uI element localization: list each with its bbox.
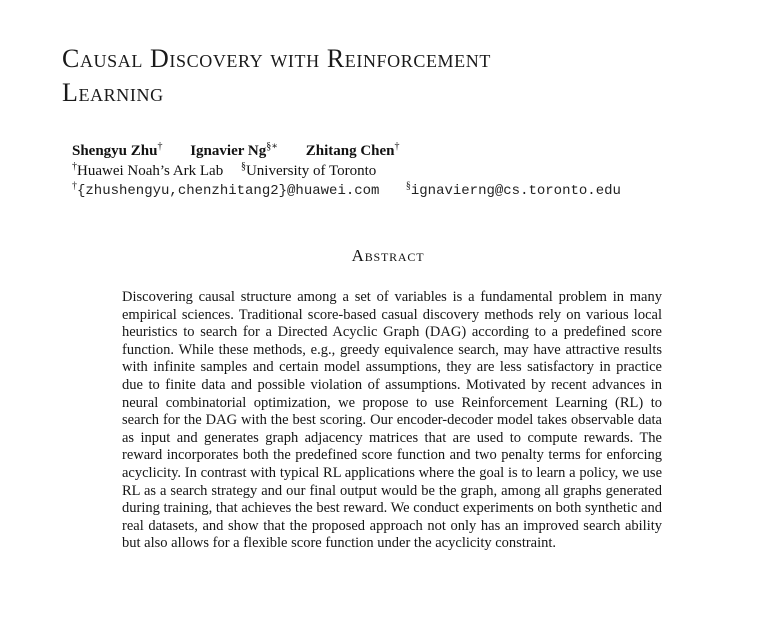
- author-name: Ignavier Ng: [190, 143, 267, 159]
- affiliation-name: Huawei Noah’s Ark Lab: [77, 163, 224, 179]
- author: [306, 143, 400, 159]
- author: [72, 143, 162, 159]
- author-name: Shengyu Zhu: [72, 143, 158, 159]
- title-line-1: Causal Discovery with Reinforcement: [62, 44, 491, 73]
- abstract-body: Discovering causal structure among a set of variables is a fundamental problem in many empirical sciences. Traditional score-based casual discovery methods rely on various local heuristics to search for a Directed Acyclic Graph (DAG) according to a predefined score function. While these methods, e.g., greedy equivalence search, may have attractive results with infinite samples and certain model assumptions, they are less satisfactory in practice due to finite data and possible violation of assumptions. Motivated by recent advances in neural combinatorial optimization, we propose to use Reinforcement Learning (RL) to search for the DAG with the best scoring. Our encoder-decoder model takes observable data as input and generates graph adjacency matrices that are used to compute rewards. The reward incorporates both the predefined score function and two penalty terms for enforcing acyclicity. In contrast with typical RL applications where the goal is to learn a policy, we use RL as a search strategy and our final output would be the graph, among all graphs generated during training, that achieves the best reward. We conduct experiments on both synthetic and real datasets, and show that the proposed approach not only has an improved search ability but also allows for a flexible score function under the acyclicity constraint.: [122, 289, 662, 552]
- email-mark: †: [72, 180, 77, 192]
- author-mark: §∗: [266, 141, 278, 152]
- email: [72, 180, 380, 199]
- affiliation-mark: §: [240, 161, 246, 172]
- email: [405, 180, 621, 199]
- abstract-heading: Abstract: [351, 246, 425, 265]
- email-address: ignavierng@cs.toronto.edu: [410, 183, 621, 199]
- author-mark: †: [394, 141, 400, 152]
- author-list: [72, 141, 424, 161]
- email-mark: §: [405, 180, 411, 192]
- email-list: [72, 181, 639, 201]
- author-name: Zhitang Chen: [305, 143, 395, 159]
- affiliation: [72, 163, 223, 179]
- author-mark: †: [157, 141, 163, 152]
- affiliation-list: [72, 161, 390, 181]
- author: [190, 143, 278, 159]
- email-address: {zhushengyu,chenzhitang2}@huawei.com: [77, 183, 380, 199]
- affiliation-name: University of Toronto: [245, 163, 377, 179]
- title-line-2: Learning: [62, 78, 164, 107]
- paper-title: [62, 42, 742, 110]
- affiliation: [241, 163, 376, 179]
- affiliation-mark: †: [72, 161, 77, 172]
